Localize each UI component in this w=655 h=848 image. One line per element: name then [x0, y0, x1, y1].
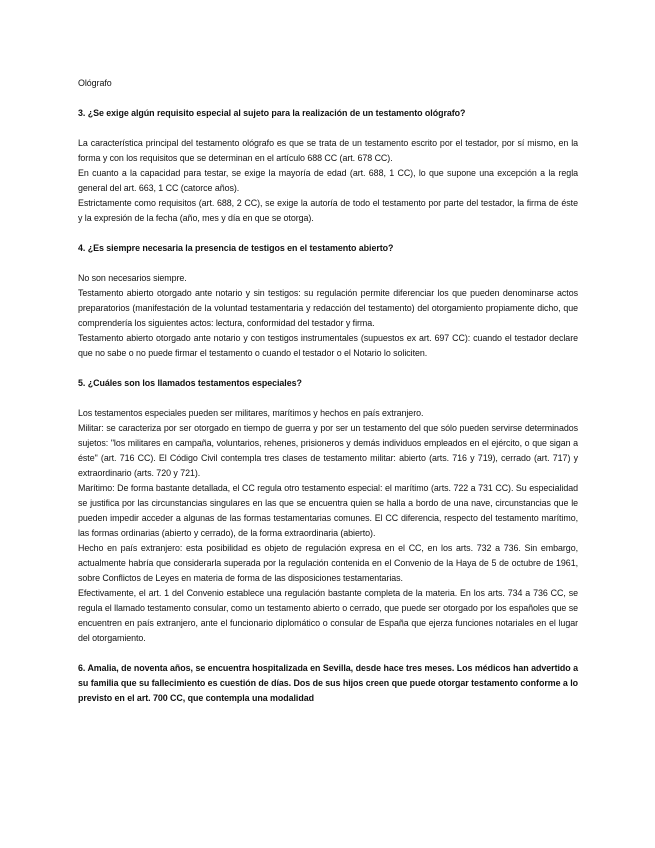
q4-paragraph-3: Testamento abierto otorgado ante notario y con testigos instrumentales (supuestos ex art. 697 CC): cuando el testador declare que no sabe o no puede firmar el testamento o cuando el testador o el Notario lo soliciten.	[78, 333, 578, 358]
q4-paragraph-2: Testamento abierto otorgado ante notario y sin testigos: su regulación permite diferenciar los que pueden denominarse actos preparatorios (manifestación de la voluntad testamentaria y redacción del testamento) del otorgamiento propiamente dicho, que comprendería los siguientes actos: lectura, conformidad del testador y firma.	[78, 288, 578, 328]
question-4-heading: 4. ¿Es siempre necesaria la presencia de testigos en el testamento abierto?	[78, 243, 394, 253]
q5-paragraph-2: Militar: se caracteriza por ser otorgado en tiempo de guerra y por ser un testamento del que sólo pueden servirse determinados sujetos: "los militares en campaña, voluntarios, rehenes, prisioneros y demás individuos empleados en el ejército, o que sigan a éste" (art. 716 CC). El Código Civil contempla tres clases de testamento militar: abierto (arts. 716 y 719), cerrado (art. 717) y extraordinario (arts. 720 y 721).	[78, 423, 578, 478]
document-page	[78, 76, 578, 706]
q3-paragraph-3: Estrictamente como requisitos (art. 688, 2 CC), se exige la autoría de todo el testamento por parte del testador, la firma de éste y la expresión de la fecha (año, mes y día en que se otorga).	[78, 198, 578, 223]
q5-paragraph-5: Efectivamente, el art. 1 del Convenio establece una regulación bastante completa de la materia. En los arts. 734 a 736 CC, se regula el llamado testamento consular, como un testamento abierto o cerrado, que puede ser otorgado por los españoles que se encuentren en país extranjero, ante el funcionario diplomático o consular de España que ejerza funciones notariales en el lugar del otorgamiento.	[78, 588, 578, 643]
q5-paragraph-1: Los testamentos especiales pueden ser militares, marítimos y hechos en país extranjero.	[78, 408, 424, 418]
q3-paragraph-1: La característica principal del testamento ológrafo es que se trata de un testamento escrito por el testador, por sí mismo, en la forma y con los requisitos que se determinan en el artículo 688 CC (art. 678 CC).	[78, 138, 578, 163]
q5-paragraph-3: Marítimo: De forma bastante detallada, el CC regula otro testamento especial: el marítimo (arts. 722 a 731 CC). Su especialidad se justifica por las circunstancias singulares en las que se encuentra quien se halla a bordo de una nave, circunstancias que le pueden impedir acceder a algunas de las formas testamentarias comunes. El CC diferencia, respecto del testamento marítimo, las formas ordinarias (abierto y cerrado), de la forma extraordinaria (abierto).	[78, 483, 578, 538]
question-6-heading: 6. Amalia, de noventa años, se encuentra hospitalizada en Sevilla, desde hace tres meses. Los médicos han advertido a su familia que su fallecimiento es cuestión de días. Dos de sus hijos creen que puede otorgar testamento conforme a lo previsto en el art. 700 CC, que contempla una modalidad	[78, 663, 578, 703]
top-label: Ológrafo	[78, 78, 112, 88]
q5-paragraph-4: Hecho en país extranjero: esta posibilidad es objeto de regulación expresa en el CC, en los arts. 732 a 736. Sin embargo, actualmente habría que considerarla superada por la regulación contenida en el Convenio de la Haya de 5 de octubre de 1961, sobre Conflictos de Leyes en materia de forma de las disposiciones testamentarias.	[78, 543, 578, 583]
q4-paragraph-1: No son necesarios siempre.	[78, 273, 187, 283]
question-5-heading: 5. ¿Cuáles son los llamados testamentos especiales?	[78, 378, 302, 388]
q3-paragraph-2: En cuanto a la capacidad para testar, se exige la mayoría de edad (art. 688, 1 CC), lo que supone una excepción a la regla general del art. 663, 1 CC (catorce años).	[78, 168, 578, 193]
question-3-heading: 3. ¿Se exige algún requisito especial al sujeto para la realización de un testamento ológrafo?	[78, 108, 466, 118]
